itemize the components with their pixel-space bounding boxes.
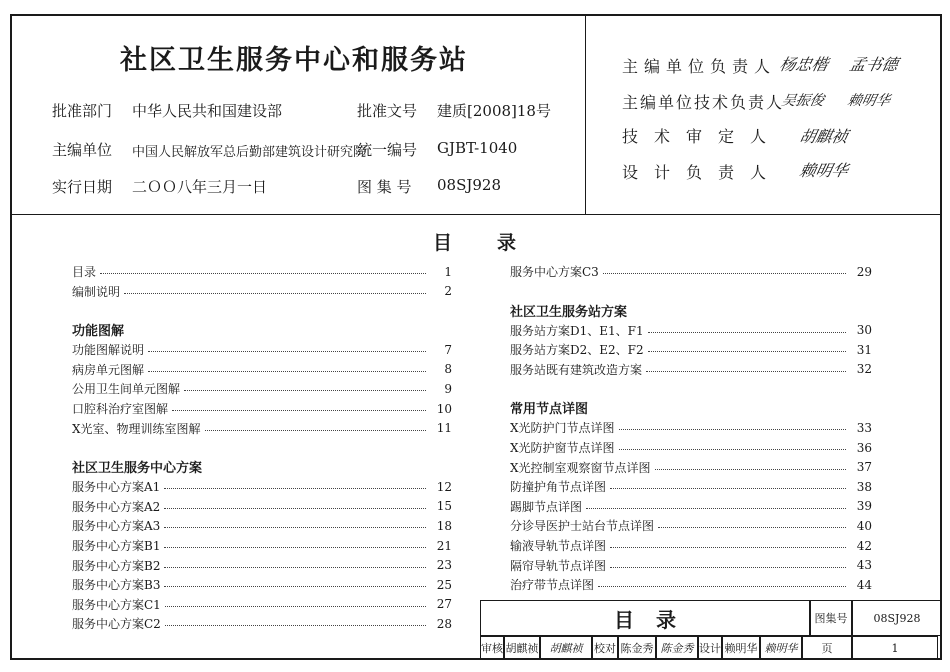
- toc-entry-title: 防撞护角节点详图: [510, 480, 607, 495]
- design-head-label: 设计负责人: [622, 163, 783, 182]
- toc-entry-page: 18: [436, 518, 452, 533]
- toc-leader-dots: [205, 430, 426, 431]
- toc-entry-title: 编制说明: [72, 284, 121, 299]
- toc-entry-title: 服务中心方案A3: [72, 519, 161, 534]
- toc-entry-page: 32: [856, 362, 872, 377]
- atlas-no-value: 08SJ928: [437, 176, 502, 194]
- toc-entry[interactable]: [510, 418, 872, 437]
- toc-entry[interactable]: [510, 516, 872, 535]
- toc-entry[interactable]: [72, 399, 452, 418]
- toc-entry-page: 31: [856, 342, 872, 357]
- effective-date-label: 实行日期: [52, 178, 113, 196]
- reviewer-signature: 胡麒祯: [540, 636, 592, 660]
- toc-entry[interactable]: [510, 438, 872, 457]
- chief-unit-head-signature-1: 杨忠楷: [777, 55, 830, 74]
- toc-entry-title: 服务中心方案C1: [72, 597, 161, 612]
- toc-heading-left: 目: [433, 232, 453, 254]
- toc-entry-page: 40: [856, 518, 872, 533]
- toc-entry-title: 口腔科治疗室图解: [72, 402, 169, 416]
- toc-leader-dots: [164, 508, 426, 509]
- toc-entry-page: 15: [436, 499, 452, 514]
- chief-unit-value: 中国人民解放军总后勤部建筑设计研究院: [132, 145, 367, 160]
- toc-heading-right: 录: [497, 232, 517, 254]
- toc-entry-page: 11: [436, 421, 452, 436]
- toc-entry-title: 隔帘导轨节点详图: [510, 558, 607, 573]
- atlas-no-cell-label: 图集号: [810, 600, 852, 636]
- toc-entry-title: 输液导轨节点详图: [510, 539, 607, 553]
- toc-entry-page: 30: [856, 323, 872, 338]
- toc-entry[interactable]: [510, 575, 872, 594]
- toc-entry-page: 12: [436, 479, 452, 494]
- toc-leader-dots: [164, 567, 426, 568]
- toc-entry-title: 服务站方案D1、E1、F1: [510, 323, 644, 338]
- toc-entry-page: 23: [436, 558, 452, 573]
- sheet-title: 目录: [480, 600, 810, 636]
- toc-entry-title: 踢脚节点详图: [510, 499, 583, 514]
- page-title: 社区卫生服务中心和服务站: [120, 45, 468, 76]
- toc-entry-page: 33: [856, 420, 872, 435]
- toc-entry-page: 25: [436, 577, 452, 592]
- approval-no-value: 建质[2008]18号: [437, 102, 551, 120]
- toc-entry-title: 服务中心方案B3: [72, 578, 161, 593]
- page-number: 1: [852, 636, 938, 660]
- toc-entry[interactable]: [72, 575, 452, 594]
- approval-dept-label: 批准部门: [52, 102, 113, 120]
- toc-leader-dots: [648, 351, 846, 352]
- reviewer-label: 审核: [480, 636, 504, 660]
- toc-entry-title: X光防护门节点详图: [510, 421, 615, 436]
- toc-entry-title: 服务中心方案A1: [72, 480, 161, 495]
- toc-leader-dots: [164, 586, 426, 587]
- page-label: 页: [802, 636, 852, 660]
- toc-entry-page: 2: [444, 284, 452, 299]
- toc-leader-dots: [148, 371, 426, 372]
- header-bottom-line: [10, 214, 942, 215]
- toc-leader-dots: [164, 527, 426, 528]
- toc-leader-dots: [619, 449, 846, 450]
- toc-entry-page: 10: [436, 401, 452, 416]
- approval-dept-value: 中华人民共和国建设部: [132, 102, 283, 120]
- toc-entry-title: 服务中心方案A2: [72, 499, 161, 514]
- chief-unit-head-label: 主编单位负责人: [622, 57, 777, 76]
- chief-tech-head-label: 主编单位技术负责人: [622, 93, 785, 112]
- toc-leader-dots: [148, 351, 426, 352]
- toc-entry-title: X光室、物理训练室图解: [72, 421, 201, 436]
- toc-section-title: 社区卫生服务站方案: [510, 304, 628, 320]
- toc-leader-dots: [164, 488, 426, 489]
- toc-leader-dots: [124, 293, 426, 294]
- effective-date-value: 二ＯＯ八年三月一日: [132, 178, 268, 196]
- toc-entry[interactable]: [510, 340, 872, 359]
- toc-entry-title: 目录: [72, 265, 97, 279]
- toc-entry-page: 43: [856, 558, 872, 573]
- toc-entry[interactable]: [72, 379, 452, 398]
- atlas-no-label: 图 集 号: [357, 178, 412, 196]
- chief-tech-head-signature-1: 吴振俊: [780, 93, 826, 109]
- toc-section-title: 常用节点详图: [510, 402, 589, 418]
- toc-entry-page: 42: [856, 538, 872, 553]
- toc-entry[interactable]: [510, 497, 872, 516]
- toc-entry[interactable]: [72, 340, 452, 359]
- toc-entry-title: 病房单元图解: [72, 362, 145, 377]
- toc-leader-dots: [646, 371, 846, 372]
- toc-entry-title: X光防护窗节点详图: [510, 441, 615, 455]
- toc-entry-title: 服务站既有建筑改造方案: [510, 362, 643, 377]
- toc-entry-title: 功能图解说明: [72, 343, 145, 358]
- toc-leader-dots: [619, 429, 846, 430]
- toc-entry-page: 28: [436, 616, 452, 631]
- toc-entry-title: 分诊导医护士站台节点详图: [510, 519, 655, 534]
- toc-entry-title: 服务中心方案B2: [72, 558, 161, 573]
- toc-entry-page: 1: [444, 264, 452, 279]
- toc-leader-dots: [655, 469, 846, 470]
- toc-entry-title: 服务中心方案C3: [510, 265, 599, 279]
- toc-section-title: 社区卫生服务中心方案: [72, 461, 203, 477]
- toc-entry-page: 27: [436, 597, 452, 612]
- toc-entry-page: 8: [444, 362, 452, 377]
- toc-entry[interactable]: [510, 360, 872, 379]
- toc-entry-page: 9: [444, 381, 452, 396]
- toc-entry-page: 36: [856, 440, 872, 455]
- toc-leader-dots: [165, 625, 426, 626]
- designer-label: 设计: [698, 636, 722, 660]
- toc-entry-page: 38: [856, 479, 872, 494]
- toc-entry-page: 44: [856, 577, 872, 592]
- chief-unit-label: 主编单位: [52, 141, 113, 159]
- toc-entry[interactable]: [72, 536, 452, 555]
- toc-entry[interactable]: [72, 595, 452, 614]
- chief-tech-head-signature-2: 赖明华: [846, 93, 892, 109]
- toc-entry[interactable]: [72, 360, 452, 379]
- toc-entry[interactable]: [510, 321, 872, 340]
- toc-entry[interactable]: [510, 477, 872, 496]
- toc-leader-dots: [586, 508, 846, 509]
- toc-leader-dots: [648, 332, 846, 333]
- unified-no-value: GJBT-1040: [437, 139, 518, 157]
- toc-entry[interactable]: [72, 556, 452, 575]
- tech-reviewer-signature: 胡麒祯: [797, 127, 850, 146]
- tech-reviewer-label: 技术审定人: [622, 127, 783, 146]
- toc-section-title: 功能图解: [72, 324, 125, 340]
- toc-leader-dots: [603, 273, 846, 274]
- toc-entry-page: 39: [856, 499, 872, 514]
- toc-entry-page: 21: [436, 538, 452, 553]
- toc-leader-dots: [598, 586, 846, 587]
- header-divider: [585, 14, 586, 214]
- toc-entry[interactable]: [72, 497, 452, 516]
- toc-leader-dots: [165, 606, 426, 607]
- designer-name: 赖明华: [722, 636, 760, 660]
- toc-entry-page: 29: [856, 264, 872, 279]
- toc-entry-title: 服务中心方案C2: [72, 617, 161, 632]
- toc-entry[interactable]: [510, 458, 872, 477]
- toc-leader-dots: [610, 547, 846, 548]
- toc-entry-title: 治疗带节点详图: [510, 578, 595, 593]
- toc-leader-dots: [164, 547, 426, 548]
- toc-leader-dots: [100, 273, 426, 274]
- checker-signature: 陈金秀: [656, 636, 698, 660]
- toc-leader-dots: [610, 488, 846, 489]
- toc-entry[interactable]: [72, 282, 452, 301]
- reviewer-name: 胡麒祯: [504, 636, 540, 660]
- toc-leader-dots: [172, 410, 426, 411]
- toc-entry-title: 公用卫生间单元图解: [72, 382, 181, 397]
- toc-entry-title: X光控制室观察窗节点详图: [510, 460, 651, 475]
- toc-entry-title: 服务站方案D2、E2、F2: [510, 343, 644, 358]
- toc-entry-page: 37: [856, 460, 872, 475]
- toc-entry[interactable]: [72, 477, 452, 496]
- toc-leader-dots: [658, 527, 846, 528]
- toc-entry[interactable]: [510, 536, 872, 555]
- toc-entry[interactable]: [510, 556, 872, 575]
- design-head-signature: 赖明华: [797, 161, 850, 180]
- checker-label: 校对: [592, 636, 618, 660]
- toc-entry[interactable]: [72, 419, 452, 438]
- toc-entry[interactable]: [72, 614, 452, 633]
- unified-no-label: 统一编号: [357, 141, 418, 159]
- atlas-no-cell-value: 08SJ928: [852, 600, 942, 636]
- toc-entry[interactable]: [72, 262, 452, 281]
- designer-signature: 赖明华: [760, 636, 802, 660]
- toc-leader-dots: [610, 567, 846, 568]
- chief-unit-head-signature-2: 孟书德: [847, 55, 900, 74]
- toc-entry[interactable]: [510, 262, 872, 281]
- checker-name: 陈金秀: [618, 636, 656, 660]
- toc-entry-title: 服务中心方案B1: [72, 539, 161, 553]
- toc-entry[interactable]: [72, 516, 452, 535]
- toc-entry-page: 7: [444, 342, 452, 357]
- approval-no-label: 批准文号: [357, 102, 418, 120]
- toc-leader-dots: [184, 390, 426, 391]
